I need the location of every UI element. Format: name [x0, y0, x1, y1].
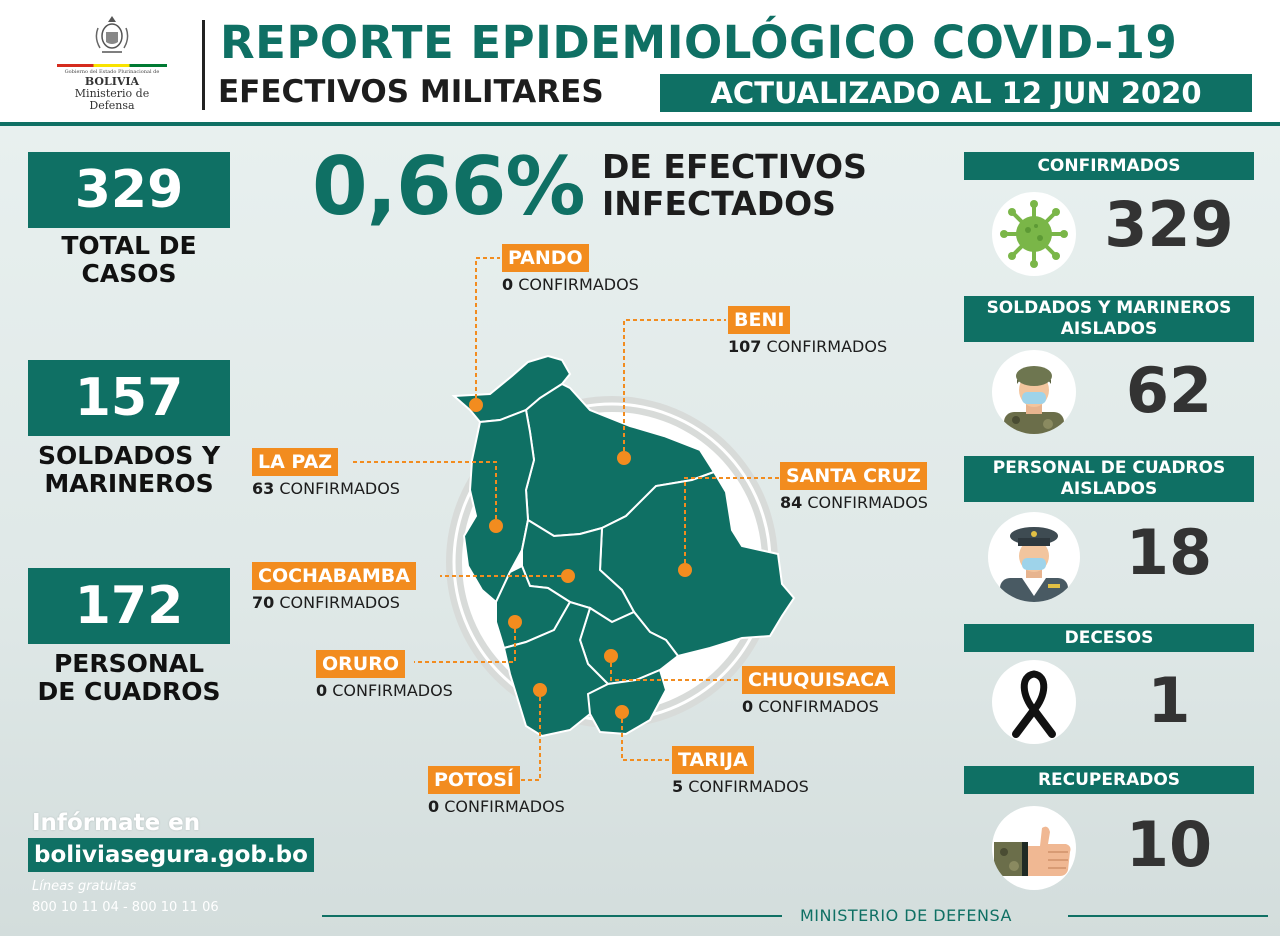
- footer-rule-left: [322, 915, 782, 917]
- dept-count-suffix: CONFIRMADOS: [332, 681, 453, 700]
- dept-pando: [502, 244, 639, 294]
- deaths-value: 1: [1147, 664, 1191, 737]
- confirmed-header: CONFIRMADOS: [964, 152, 1254, 180]
- dept-name: COCHABAMBA: [252, 562, 416, 590]
- dept-name: BENI: [728, 306, 790, 334]
- total-cases-label: [10, 232, 248, 288]
- recovered-header: RECUPERADOS: [964, 766, 1254, 794]
- deaths-header: DECESOS: [964, 624, 1254, 652]
- dept-count-value: 0: [428, 797, 440, 816]
- dept-count-value: 63: [252, 479, 275, 498]
- dept-count-suffix: CONFIRMADOS: [758, 697, 879, 716]
- virus-icon: [992, 192, 1076, 276]
- dept-count-suffix: CONFIRMADOS: [279, 593, 400, 612]
- dept-count-value: 107: [728, 337, 762, 356]
- dept-count-value: 84: [780, 493, 803, 512]
- dept-count-suffix: CONFIRMADOS: [444, 797, 565, 816]
- officer-icon: [988, 512, 1080, 602]
- coat-of-arms-icon: [92, 14, 132, 58]
- flag-stripe: [57, 64, 167, 67]
- dept-count-value: 5: [672, 777, 684, 796]
- updated-date-badge: ACTUALIZADO AL 12 JUN 2020: [660, 74, 1252, 112]
- infection-label-line-1: DE EFECTIVOS: [602, 147, 867, 186]
- thumbs-up-icon: [992, 806, 1076, 890]
- footer-rule-right: [1068, 915, 1268, 917]
- dept-count: [428, 797, 565, 816]
- dept-cochabamba: [252, 562, 416, 612]
- dept-count-suffix: CONFIRMADOS: [279, 479, 400, 498]
- dept-count: [316, 681, 453, 700]
- isolated-soldiers-header: SOLDADOS Y MARINEROS AISLADOS: [964, 296, 1254, 342]
- dept-name: TARIJA: [672, 746, 754, 774]
- dept-name: CHUQUISACA: [742, 666, 895, 694]
- info-title: Infórmate en: [32, 810, 201, 836]
- staff-label: [10, 650, 248, 706]
- dept-potosi: [428, 766, 565, 816]
- confirmed-value: 329: [1104, 188, 1234, 261]
- dept-name: POTOSÍ: [428, 766, 520, 794]
- infection-percent: 0,66%: [312, 140, 585, 233]
- total-cases-value: 329: [28, 152, 230, 228]
- logo-line-1: Gobierno del Estado Plurinacional de: [64, 69, 160, 75]
- dept-oruro: [316, 650, 453, 700]
- dept-name: PANDO: [502, 244, 589, 272]
- recovered-value: 10: [1125, 808, 1213, 881]
- staff-value: 172: [28, 568, 230, 644]
- logo-line-2: BOLIVIA: [84, 75, 140, 88]
- dept-count-suffix: CONFIRMADOS: [688, 777, 809, 796]
- dept-count: [252, 479, 400, 498]
- logo-line-3: Ministerio de: [74, 87, 150, 100]
- header-divider: [202, 20, 205, 110]
- soldier-icon: [992, 350, 1076, 434]
- staff-label-line-2: DE CUADROS: [37, 677, 221, 706]
- header-rule: [0, 122, 1280, 126]
- dept-name: LA PAZ: [252, 448, 338, 476]
- logo-line-4: Defensa: [89, 99, 135, 112]
- footer-ministry: MINISTERIO DE DEFENSA: [800, 906, 1012, 925]
- dept-count-value: 0: [742, 697, 754, 716]
- soldiers-label: [10, 442, 248, 498]
- dept-count-value: 70: [252, 593, 275, 612]
- total-cases-label-line-1: TOTAL DE: [61, 231, 197, 260]
- soldiers-label-line-2: MARINEROS: [44, 469, 214, 498]
- info-url-link[interactable]: boliviasegura.gob.bo: [28, 838, 314, 872]
- dept-tarija: [672, 746, 809, 796]
- hotline-label: Líneas gratuitas: [32, 879, 137, 894]
- dept-santa-cruz: [780, 462, 928, 512]
- isolated-staff-value: 18: [1125, 516, 1213, 589]
- dept-count: [742, 697, 895, 716]
- infection-label-line-2: INFECTADOS: [602, 184, 836, 223]
- dept-count-value: 0: [502, 275, 514, 294]
- total-cases-label-line-2: CASOS: [81, 259, 177, 288]
- dept-count: [672, 777, 809, 796]
- dept-chuquisaca: [742, 666, 895, 716]
- hotline-numbers: 800 10 11 04 - 800 10 11 06: [32, 900, 219, 915]
- dept-count: [728, 337, 887, 356]
- soldiers-label-line-1: SOLDADOS Y: [37, 441, 221, 470]
- dept-name: SANTA CRUZ: [780, 462, 927, 490]
- dept-count-suffix: CONFIRMADOS: [807, 493, 928, 512]
- mourning-ribbon-icon: [992, 660, 1076, 744]
- dept-count: [252, 593, 416, 612]
- soldiers-value: 157: [28, 360, 230, 436]
- page-title: REPORTE EPIDEMIOLÓGICO COVID-19: [220, 16, 1178, 69]
- dept-count: [502, 275, 639, 294]
- infection-percent-label: [602, 148, 867, 222]
- dept-count-value: 0: [316, 681, 328, 700]
- page-subtitle: EFECTIVOS MILITARES: [218, 74, 604, 110]
- government-logo: [50, 14, 174, 120]
- isolated-staff-header: PERSONAL DE CUADROS AISLADOS: [964, 456, 1254, 502]
- dept-count: [780, 493, 928, 512]
- dept-beni: [728, 306, 887, 356]
- isolated-soldiers-value: 62: [1125, 354, 1213, 427]
- dept-count-suffix: CONFIRMADOS: [518, 275, 639, 294]
- staff-label-line-1: PERSONAL: [53, 649, 205, 678]
- dept-la-paz: [252, 448, 400, 498]
- dept-name: ORURO: [316, 650, 405, 678]
- dept-count-suffix: CONFIRMADOS: [766, 337, 888, 356]
